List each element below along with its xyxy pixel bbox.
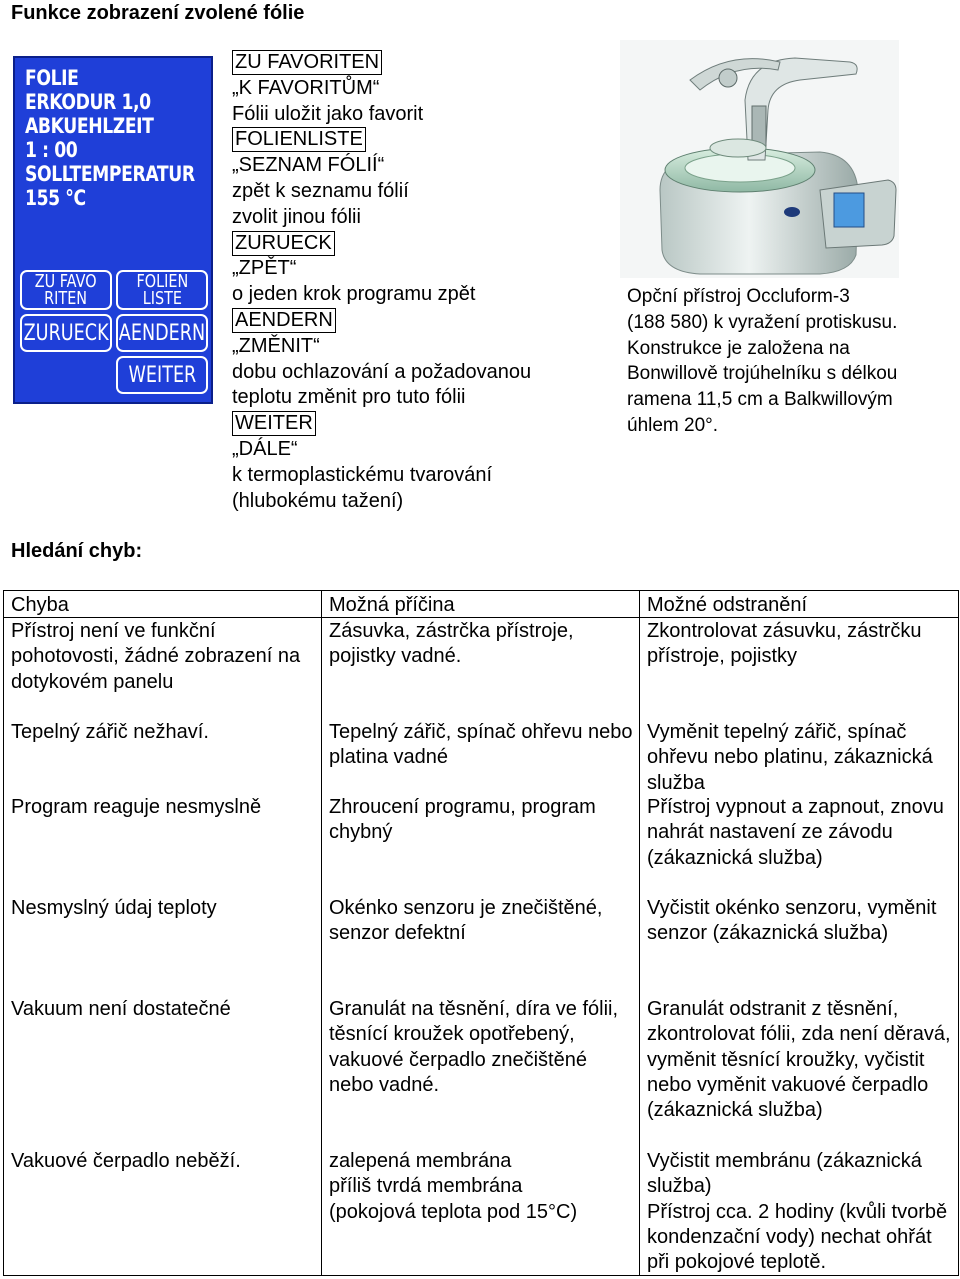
- cause-cell: [329, 997, 618, 1098]
- legend-term-back: ZURUECK: [232, 231, 335, 256]
- favorites-button-label-1: ZU FAVO: [35, 271, 97, 292]
- troubleshooting-table: [3, 590, 959, 1276]
- caption-line: Opční přístroj Occluform-3: [627, 286, 850, 307]
- screen-cooling-time: 1 : 00: [25, 138, 78, 162]
- legend-translation: „DÁLE“: [232, 437, 298, 460]
- table-border: [958, 591, 959, 1275]
- foil-list-button[interactable]: [116, 270, 208, 310]
- fix-text: Vyměnit tepelný zářič, spínač: [647, 721, 907, 743]
- fix-cell: [647, 1149, 947, 1275]
- legend-description: dobu ochlazování a požadovanou: [232, 360, 532, 383]
- fix-text: kondenzační vody) nechat ohřát: [647, 1225, 932, 1248]
- cause-text: platina vadné: [329, 746, 448, 769]
- legend-term-next: WEITER: [232, 411, 316, 436]
- cause-text: Zásuvka, zástrčka přístroje,: [329, 620, 574, 642]
- legend-description: teplotu změnit pro tuto fólii: [232, 386, 466, 409]
- fix-cell: [647, 619, 922, 670]
- caption-line: Bonwillově trojúhelníku s délkou: [627, 363, 898, 385]
- table-row: [11, 720, 209, 745]
- fix-text: při pokojové teplotě.: [647, 1251, 827, 1274]
- page-title: Funkce zobrazení zvolené fólie: [11, 2, 305, 24]
- change-button-label: AENDERN: [118, 320, 206, 346]
- legend-term-favorites: ZU FAVORITEN: [232, 50, 382, 75]
- fault-text: Tepelný zářič nežhaví.: [11, 721, 209, 743]
- cause-text: příliš tvrdá membrána: [329, 1175, 523, 1198]
- cause-cell: [329, 619, 574, 670]
- next-button-label: WEITER: [128, 362, 196, 388]
- cause-text: (pokojová teplota pod 15°C): [329, 1200, 578, 1223]
- fix-text: přístroje, pojistky: [647, 645, 798, 668]
- screen-cooling-label: ABKUEHLZEIT: [25, 114, 154, 138]
- cause-text: pojistky vadné.: [329, 645, 462, 668]
- fault-text: Přístroj není ve funkční: [11, 620, 216, 642]
- table-row: [11, 1149, 241, 1174]
- fix-text: ohřevu nebo platinu, zákaznická: [647, 746, 933, 769]
- fix-cell: [647, 997, 951, 1123]
- foil-list-button-label-1: FOLIEN: [136, 271, 188, 292]
- fix-text: (zákaznická služba): [647, 846, 823, 869]
- favorites-button[interactable]: [20, 270, 112, 310]
- troubleshooting-heading: Hledání chyb:: [11, 540, 143, 562]
- fix-text: Granulát odstranit z těsnění,: [647, 998, 899, 1020]
- cause-text: těsnící kroužek opotřebený,: [329, 1023, 575, 1046]
- fix-text: nebo vyměnit vakuové čerpadlo: [647, 1073, 929, 1096]
- legend-translation: „ZPĚT“: [232, 257, 297, 280]
- table-column-divider: [639, 591, 640, 1275]
- legend-description: zpět k seznamu fólií: [232, 179, 409, 202]
- legend-translation: „K FAVORITŮM“: [232, 76, 380, 99]
- legend-description: o jeden krok programu zpět: [232, 283, 476, 306]
- screen-temperature-label: SOLLTEMPERATUR: [25, 162, 195, 186]
- caption-line: úhlem 20°.: [627, 414, 719, 436]
- legend-description: zvolit jinou fólii: [232, 205, 361, 228]
- fix-cell: [647, 795, 944, 871]
- change-button[interactable]: [116, 314, 208, 352]
- column-header-fix: Možné odstranění: [647, 594, 808, 616]
- cause-text: senzor defektní: [329, 922, 466, 945]
- foil-list-button-label-2: LISTE: [142, 288, 182, 309]
- cause-text: chybný: [329, 821, 393, 844]
- legend-translation: „SEZNAM FÓLIÍ“: [232, 154, 385, 177]
- table-row: [11, 997, 231, 1022]
- column-header-fault: Chyba: [11, 594, 69, 616]
- legend-description: (hlubokému tažení): [232, 489, 404, 512]
- cause-cell: [329, 1149, 577, 1225]
- next-button[interactable]: [116, 356, 208, 394]
- cause-text: Tepelný zářič, spínač ohřevu nebo: [329, 721, 633, 743]
- caption-line: ramena 11,5 cm a Balkwillovým: [627, 389, 893, 411]
- legend-translation: „ZMĚNIT“: [232, 334, 320, 357]
- legend-term-change: AENDERN: [232, 308, 336, 333]
- fix-text: služba): [647, 1175, 712, 1198]
- fix-text: vyměnit těsnící kroužky, vyčistit: [647, 1048, 925, 1071]
- cause-text: nebo vadné.: [329, 1073, 440, 1096]
- caption-line: Konstrukce je založena na: [627, 337, 850, 359]
- fix-text: (zákaznická služba): [647, 1099, 823, 1122]
- fault-text: Nesmyslný údaj teploty: [11, 897, 217, 919]
- cause-text: zalepená membrána: [329, 1150, 512, 1172]
- occluform-device-image: [620, 40, 899, 278]
- table-row: [11, 619, 300, 695]
- button-legend: [232, 50, 531, 514]
- fault-text: Program reaguje nesmyslně: [11, 796, 262, 818]
- cause-cell: [329, 795, 596, 846]
- fault-text: dotykovém panelu: [11, 670, 174, 693]
- fix-text: Vyčistit membránu (zákaznická: [647, 1150, 922, 1172]
- cause-text: Okénko senzoru je znečištěné,: [329, 897, 603, 919]
- screen-foil-label: FOLIE: [25, 66, 79, 90]
- fix-text: Přístroj vypnout a zapnout, znovu: [647, 796, 944, 818]
- screen-foil-name: ERKODUR 1,0: [25, 90, 151, 114]
- fix-text: Vyčistit okénko senzoru, vyměnit: [647, 897, 937, 919]
- legend-term-foil-list: FOLIENLISTE: [232, 127, 366, 152]
- column-header-cause: Možná příčina: [329, 594, 455, 616]
- cause-text: Granulát na těsnění, díra ve fólii,: [329, 998, 619, 1020]
- fix-text: zkontrolovat fólii, zda není děravá,: [647, 1023, 951, 1046]
- cause-cell: [329, 896, 603, 947]
- touch-panel-screen: [13, 56, 213, 404]
- fault-text: Vakuum není dostatečné: [11, 998, 231, 1020]
- table-header-divider: [3, 617, 959, 618]
- cause-text: vakuové čerpadlo znečištěné: [329, 1048, 587, 1071]
- fix-cell: [647, 720, 933, 796]
- table-column-divider: [321, 591, 322, 1275]
- legend-description: Fólii uložit jako favorit: [232, 102, 424, 125]
- fix-text: služba: [647, 771, 705, 794]
- back-button[interactable]: [20, 314, 112, 352]
- caption-line: (188 580) k vyražení protiskusu.: [627, 311, 898, 333]
- fix-text: Přístroj cca. 2 hodiny (kvůli tvorbě: [647, 1200, 948, 1223]
- fault-text: Vakuové čerpadlo neběží.: [11, 1150, 241, 1172]
- table-row: [11, 896, 217, 921]
- screen-temperature-value: 155 °C: [25, 186, 86, 210]
- fix-text: senzor (zákaznická služba): [647, 922, 889, 945]
- cause-cell: [329, 720, 633, 771]
- table-row: [11, 795, 261, 820]
- fix-text: Zkontrolovat zásuvku, zástrčku: [647, 620, 922, 642]
- table-border: [3, 591, 4, 1275]
- back-button-label: ZURUECK: [23, 320, 109, 346]
- favorites-button-label-2: RITEN: [44, 288, 88, 309]
- cause-text: Zhroucení programu, program: [329, 796, 596, 818]
- fix-text: nahrát nastavení ze závodu: [647, 821, 893, 844]
- legend-description: k termoplastickému tvarování: [232, 463, 493, 486]
- fault-text: pohotovosti, žádné zobrazení na: [11, 645, 301, 668]
- device-caption: [627, 284, 897, 439]
- fix-cell: [647, 896, 936, 947]
